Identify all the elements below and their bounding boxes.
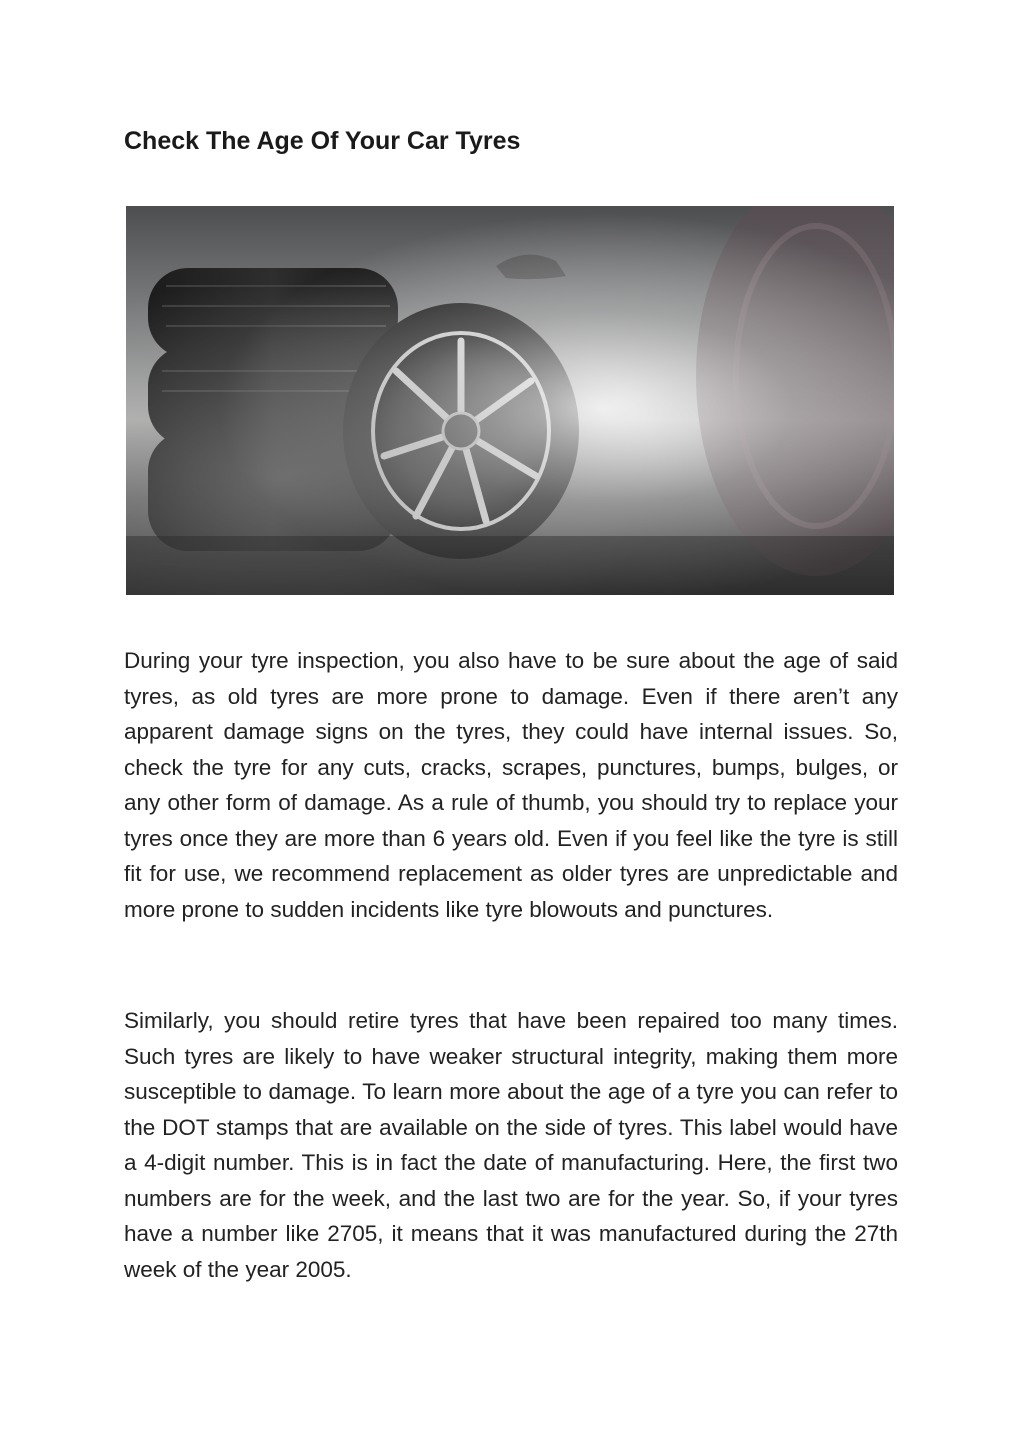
tyres-photo (126, 206, 894, 595)
tyres-photo-icon (126, 206, 894, 595)
page-title: Check The Age Of Your Car Tyres (124, 127, 521, 155)
paragraph-dot-stamps: Similarly, you should retire tyres that have been repaired too many times. Such tyres are likely to have weaker structural integrity, making them more susceptible to damage. To learn more about the age of a tyre you can refer to the DOT stamps that are available on the side of tyres. This label would have a 4-digit number. This is in fact the date of manufacturing. Here, the first two numbers are for the week, and the last two are for the year. So, if your tyres have a number like 2705, it means that it was manufactured during the 27th week of the year 2005. (124, 1008, 898, 1282)
paragraph-tyre-age: During your tyre inspection, you also have to be sure about the age of said tyres, as old tyres are more prone to damage. Even if there aren’t any apparent damage signs on the tyres, they could have internal issues. So, check the tyre for any cuts, cracks, scrapes, punctures, bumps, bulges, or any other form of damage. As a rule of thumb, you should try to replace your tyres once they are more than 6 years old. Even if you feel like the tyre is still fit for use, we recommend replacement as older tyres are unpredictable and more prone to sudden incidents like tyre blowouts and punctures. (124, 648, 898, 922)
